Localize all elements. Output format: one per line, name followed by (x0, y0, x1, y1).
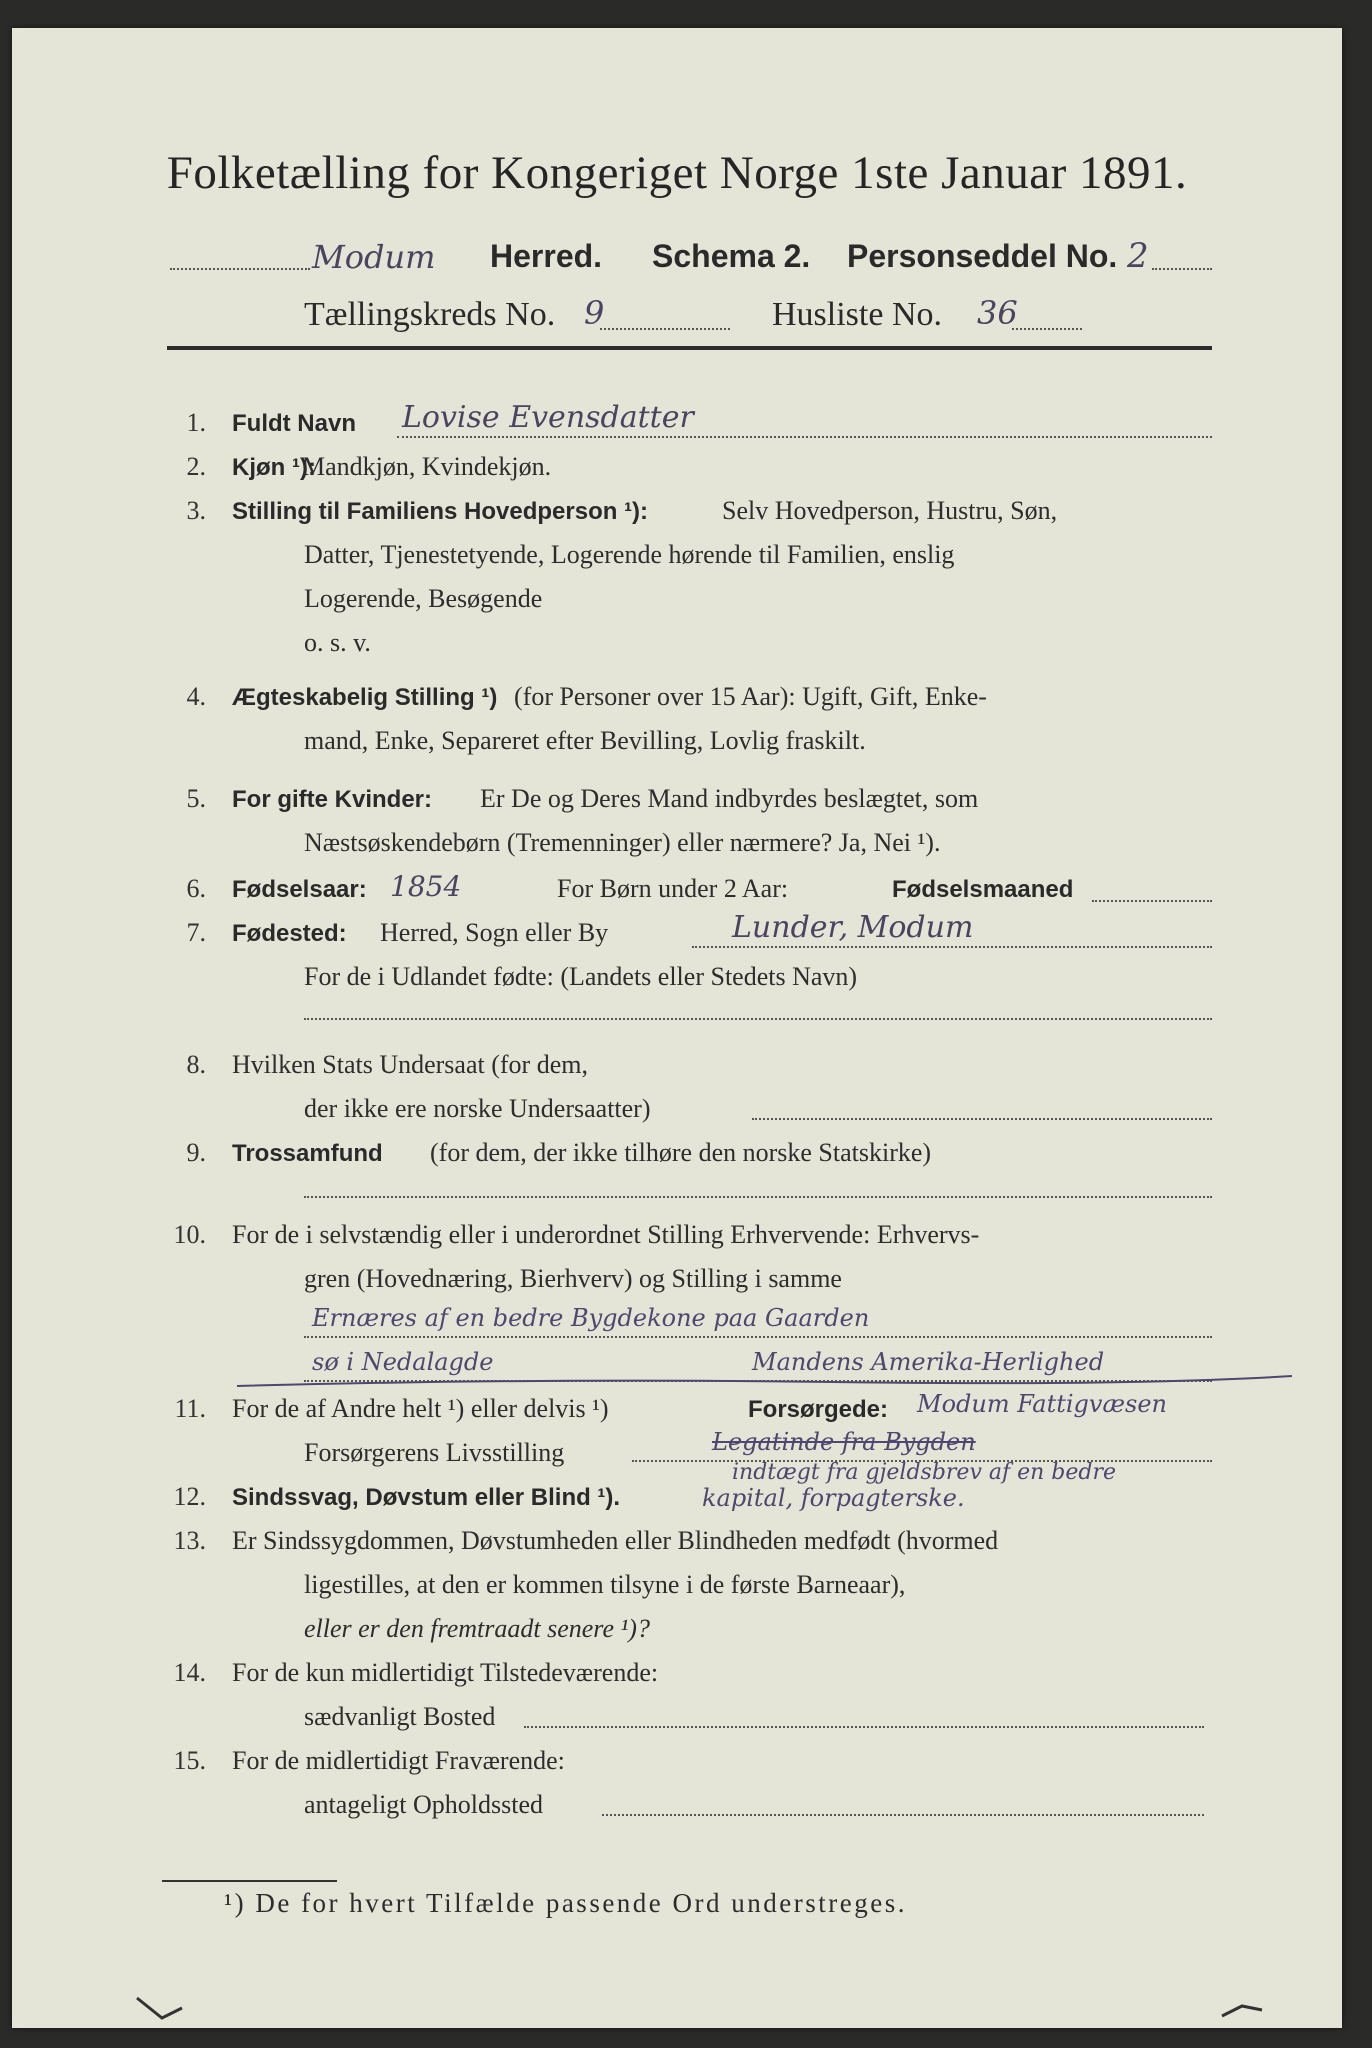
item-text: ligestilles, at den er kommen tilsyne i de første Barneaar), (304, 1570, 906, 1599)
provider-handwritten: indtægt fra gjeldsbrev af en bedre (732, 1460, 1117, 1485)
item-number: 14. (173, 1658, 206, 1687)
item-number: 10. (173, 1220, 206, 1249)
item-text: Er De og Deres Mand indbyrdes beslægtet, som (480, 784, 979, 813)
item-number: 7. (186, 918, 206, 947)
dotted-line (752, 1118, 1212, 1120)
herred-label: Herred. (490, 238, 603, 274)
personseddel-label: Personseddel No. (847, 238, 1118, 274)
item-text: gren (Hovednæring, Bierhverv) og Stilling i samme (304, 1264, 842, 1293)
dotted-line (600, 328, 730, 330)
dotted-line (602, 1814, 1204, 1816)
item-number: 2. (186, 452, 206, 481)
item-text: eller er den fremtraadt senere ¹)? (304, 1614, 650, 1643)
birthplace-handwritten: Lunder, Modum (732, 910, 974, 945)
personseddel-number: 2 (1127, 236, 1149, 276)
item-label: Kjøn ¹): (232, 454, 316, 481)
pen-marks (122, 1988, 1272, 2028)
item-text: For de kun midlertidigt Tilstedeværende: (232, 1658, 659, 1687)
header-rule (167, 346, 1212, 350)
item-number: 3. (186, 496, 206, 525)
item-text: For de af Andre helt ¹) eller delvis ¹) (232, 1394, 609, 1423)
item-label: Ægteskabelig Stilling ¹) (232, 684, 498, 711)
item-text: Herred, Sogn eller By (380, 918, 609, 947)
item-text: Logerende, Besøgende (304, 584, 543, 613)
item-number: 9. (186, 1138, 206, 1167)
item-number: 5. (186, 784, 206, 813)
dotted-line (1152, 268, 1212, 270)
birth-year-handwritten: 1854 (390, 870, 462, 903)
item-number: 4. (186, 682, 206, 711)
item-text: mand, Enke, Separeret efter Bevilling, Lovlig fraskilt. (304, 726, 866, 755)
item-text: (for Personer over 15 Aar): Ugift, Gift, Enke- (514, 682, 987, 711)
provider-handwritten: Modum Fattigvæsen (917, 1390, 1167, 1418)
item-label: Fuldt Navn (232, 410, 356, 437)
taellingskreds-number: 9 (584, 294, 605, 332)
dotted-line (524, 1726, 1204, 1728)
footnote-rule (162, 1880, 337, 1882)
husliste-label: Husliste No. (772, 296, 942, 333)
item-number: 6. (186, 874, 206, 903)
herred-handwritten: Modum (312, 238, 436, 276)
item-text: Selv Hovedperson, Hustru, Søn, (722, 496, 1058, 525)
item-number: 13. (173, 1526, 206, 1555)
dotted-line (1092, 900, 1212, 902)
schema-label: Schema 2. (652, 238, 811, 274)
item-text: (for dem, der ikke tilhøre den norske Statskirke) (430, 1138, 932, 1167)
item-text: der ikke ere norske Undersaatter) (304, 1094, 651, 1123)
dotted-line (1012, 328, 1082, 330)
dotted-line (304, 1336, 1212, 1338)
item-text: For Børn under 2 Aar: (557, 874, 789, 903)
item-number: 12. (173, 1482, 206, 1511)
item-number: 15. (173, 1746, 206, 1775)
item-label: Fødested: (232, 920, 347, 947)
provider-handwritten: kapital, forpagterske. (702, 1484, 965, 1512)
item-text: sædvanligt Bosted (304, 1702, 496, 1731)
dotted-line (304, 1196, 1212, 1198)
dotted-line (397, 436, 1212, 438)
item-label: Stilling til Familiens Hovedperson ¹): (232, 498, 649, 525)
census-form-sheet (12, 28, 1342, 2028)
occupation-handwritten: sø i Nedalagde (312, 1348, 494, 1376)
item-label: Sindssvag, Døvstum eller Blind ¹). (232, 1484, 621, 1511)
dotted-line (692, 946, 1212, 948)
item-label: Forsørgede: (748, 1396, 889, 1423)
item-text: Datter, Tjenestetyende, Logerende hørende til Familien, enslig (304, 540, 955, 569)
item-text: Mandkjøn, Kvindekjøn. (302, 452, 552, 481)
item-number: 1. (186, 408, 206, 437)
item-text: For de midlertidigt Fraværende: (232, 1746, 565, 1775)
item-text: For de i Udlandet fødte: (Landets eller Stedets Navn) (304, 962, 858, 991)
husliste-number: 36 (977, 294, 1018, 332)
item-text: Forsørgerens Livsstilling (304, 1438, 565, 1467)
item-text: antageligt Opholdssted (304, 1790, 544, 1819)
item-text: Hvilken Stats Undersaat (for dem, (232, 1050, 588, 1079)
item-text: Næstsøskendebørn (Tremenninger) eller nærmere? Ja, Nei ¹). (304, 828, 941, 857)
taellingskreds-label: Tællingskreds No. (304, 296, 556, 333)
name-handwritten: Lovise Evensdatter (402, 400, 694, 435)
item-label: Trossamfund (232, 1140, 383, 1167)
item-text: For de i selvstændig eller i underordnet Stilling Erhvervende: Erhvervs- (232, 1220, 980, 1249)
occupation-handwritten: Mandens Amerika-Herlighed (752, 1348, 1105, 1376)
item-number: 8. (186, 1050, 206, 1079)
item-text: o. s. v. (304, 628, 371, 657)
item-label: For gifte Kvinder: (232, 786, 433, 813)
provider-handwritten: Legatinde fra Bygden (712, 1428, 976, 1456)
item-label: Fødselsmaaned (892, 876, 1074, 903)
item-label: Fødselsaar: (232, 876, 367, 903)
item-number: 11. (174, 1394, 206, 1423)
footnote: ¹) De for hvert Tilfælde passende Ord understreges. (224, 1888, 907, 1918)
form-title: Folketælling for Kongeriget Norge 1ste Januar 1891. (166, 147, 1188, 199)
occupation-handwritten: Ernæres af en bedre Bygdekone paa Gaarden (312, 1304, 870, 1332)
item-text: Er Sindssygdommen, Døvstumheden eller Blindheden medfødt (hvormed (232, 1526, 999, 1555)
dotted-line (304, 1018, 1212, 1020)
dotted-line (170, 268, 310, 270)
